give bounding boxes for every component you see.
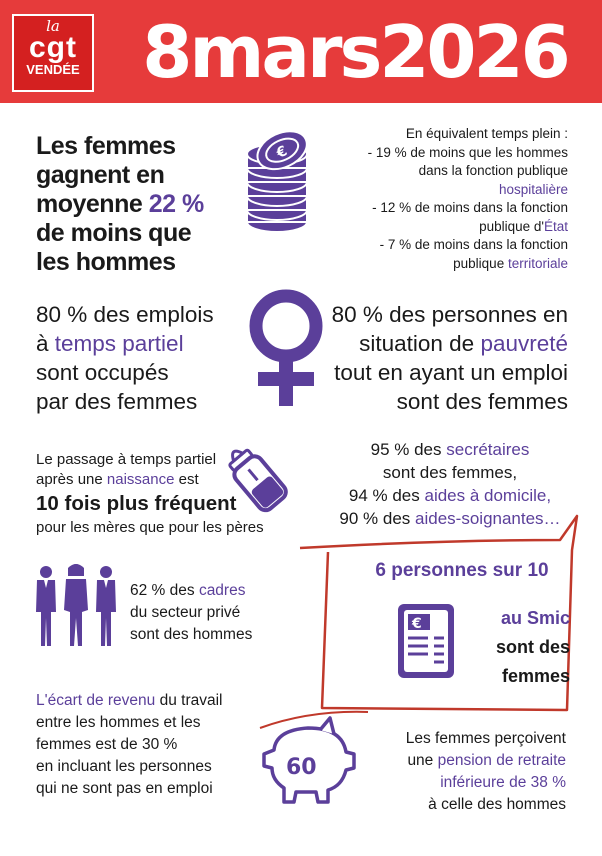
pension-block: [340, 728, 566, 816]
full-time-terr-keyword: territoriale: [507, 255, 568, 271]
wage-gap-line2: gagnent en: [36, 161, 165, 189]
poverty-keyword: pauvreté: [480, 331, 568, 356]
full-time-terr-line1: - 7 % de moins dans la fonction: [379, 237, 568, 252]
wage-gap-line5: les hommes: [36, 248, 176, 276]
full-time-state-text: publique d': [479, 218, 544, 234]
jobs-line1: [320, 438, 580, 461]
businesspeople-icon: [32, 560, 120, 650]
payslip-euro-icon: [394, 600, 458, 682]
part-time-line2-text: à: [36, 331, 55, 356]
logo-vendee-text: VENDÉE: [26, 62, 80, 77]
full-time-state-line1: - 12 % de moins dans la fonction: [372, 200, 568, 215]
piggy-label: 60: [286, 755, 317, 780]
birth-keyword: naissance: [106, 471, 175, 488]
income-keyword: L'écart de revenu: [36, 692, 156, 709]
income-line3: femmes est de 30 %: [36, 736, 178, 753]
smic-headline: [362, 558, 562, 584]
jobs-line3: [320, 484, 580, 507]
jobs-line3-text: 94 % des: [348, 486, 425, 505]
smic-block: [470, 604, 570, 691]
poverty-line3: tout en ayant un emploi: [334, 360, 568, 385]
part-time-line3: sont occupés: [36, 360, 169, 385]
pension-line4: à celle des hommes: [428, 796, 566, 813]
pension-line2-text: une: [407, 752, 438, 769]
smic-line3: sont des: [495, 637, 570, 657]
birth-line3: 10 fois plus fréquent: [36, 492, 237, 515]
logo-la-text: la: [46, 17, 60, 35]
jobs-line2: sont des femmes,: [382, 463, 518, 482]
income-line1-text: du travail: [155, 692, 223, 709]
wage-gap-block: [36, 132, 216, 277]
full-time-hosp-keyword: hospitalière: [498, 181, 568, 197]
income-line2: entre les hommes et les: [36, 714, 201, 731]
birth-line2-text: après une: [36, 471, 107, 488]
poverty-line1: 80 % des personnes en: [331, 302, 568, 327]
svg-text:€: €: [274, 143, 290, 162]
birth-line4: pour les mères que pour les pères: [36, 519, 264, 536]
full-time-intro: En équivalent temps plein :: [405, 126, 568, 141]
page-title: 8mars2026: [142, 10, 568, 94]
wage-gap-line4: de moins que: [36, 219, 192, 247]
managers-line1: [130, 580, 300, 602]
female-symbol-icon: [244, 286, 328, 412]
full-time-state-keyword: État: [543, 218, 568, 234]
income-line4: en incluant les personnes: [36, 758, 212, 775]
baby-bottle-icon: [222, 440, 292, 516]
pension-line2: [340, 750, 566, 772]
jobs-line1-text: 95 % des: [370, 440, 447, 459]
wage-gap-line3: [36, 190, 216, 219]
jobs-aides-soignantes: aides-soignantes…: [415, 509, 561, 528]
poverty-line4: sont des femmes: [396, 389, 568, 414]
full-time-terr-text: publique: [453, 255, 508, 271]
managers-line2: du secteur privé: [130, 604, 241, 621]
part-time-block: [36, 300, 236, 416]
income-line5: qui ne sont pas en emploi: [36, 780, 213, 797]
smic-line1: 6 personnes sur 10: [375, 560, 549, 581]
managers-keyword: cadres: [198, 582, 246, 599]
birth-line2-end: est: [174, 471, 199, 488]
jobs-line4-text: 90 % des: [339, 509, 416, 528]
wage-gap-line3-text: moyenne: [36, 190, 149, 218]
wage-gap-line1: Les femmes: [36, 132, 176, 160]
part-time-line2: [36, 329, 236, 358]
part-time-keyword: temps partiel: [54, 331, 184, 356]
poverty-block: [330, 300, 568, 416]
poverty-line2: [330, 329, 568, 358]
full-time-terr-line2: [330, 255, 568, 274]
birth-line1: Le passage à temps partiel: [36, 451, 217, 468]
header-banner: [0, 0, 602, 103]
jobs-secretaires: secrétaires: [446, 440, 530, 459]
cgt-vendee-logo: [12, 14, 94, 92]
pension-line3: inférieure de 38 %: [440, 774, 566, 791]
part-time-line4: par des femmes: [36, 389, 198, 414]
pension-line1: Les femmes perçoivent: [405, 730, 566, 747]
svg-text:€: €: [412, 616, 422, 632]
coins-stack-icon: [235, 122, 325, 240]
pension-keyword: pension de retraite: [437, 752, 566, 769]
jobs-aides-domicile: aides à domicile,: [424, 486, 552, 505]
logo-cgt-text: cgt: [29, 31, 77, 64]
full-time-hosp-line2: dans la fonction publique: [418, 163, 568, 178]
smic-line4: femmes: [501, 666, 570, 686]
part-time-line1: 80 % des emplois: [36, 302, 214, 327]
full-time-block: [330, 125, 568, 273]
full-time-state-line2: [330, 218, 568, 237]
managers-line1-text: 62 % des: [130, 582, 199, 599]
wage-gap-percent: 22 %: [148, 190, 204, 218]
poverty-line2-text: situation de: [359, 331, 481, 356]
smic-line2: au Smic: [500, 608, 570, 628]
full-time-hosp-line1: - 19 % de moins que les hommes: [367, 144, 568, 160]
managers-line3: sont des hommes: [130, 626, 253, 643]
managers-block: [130, 580, 300, 646]
